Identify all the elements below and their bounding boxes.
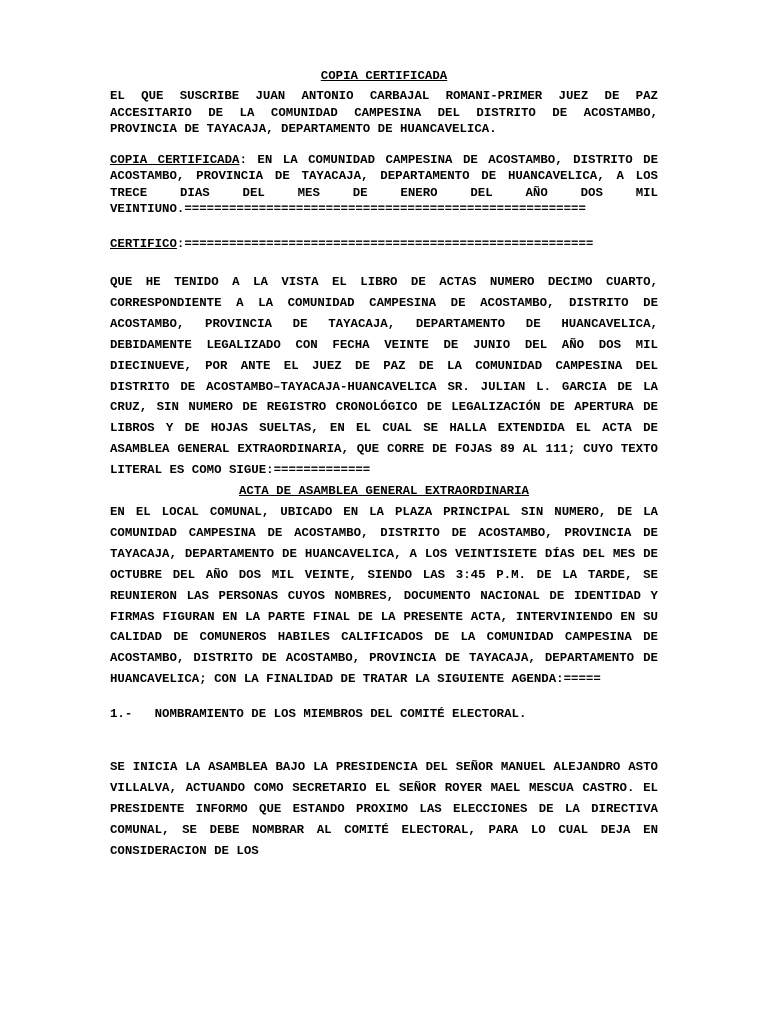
session-paragraph: SE INICIA LA ASAMBLEA BAJO LA PRESIDENCIA DEL SEÑOR MANUEL ALEJANDRO ASTO VILLALVA, ACTUANDO COMO SECRETARIO EL SEÑOR ROYER MAEL MESCUA CASTRO. EL PRESIDENTE INFORMO QUE ESTANDO PROXIMO LAS ELECCIONES DE LA DIRECTIVA COMUNAL, SE DEBE NOMBRAR AL COMITÉ ELECTORAL, PARA LO CUAL DEJA EN CONSIDERACION DE LOS bbox=[110, 760, 658, 858]
certifico-rule: :======================================================= bbox=[176, 236, 594, 251]
copia-certificada-label: COPIA CERTIFICADA bbox=[110, 152, 240, 167]
copia-certificada-text: : EN LA COMUNIDAD CAMPESINA DE ACOSTAMBO, DISTRITO DE ACOSTAMBO, PROVINCIA DE TAYACAJA, DEPARTAMENTO DE HUANCAVELICA, A LOS TRECE DIAS DEL MES DE ENERO DEL AÑO DOS MIL VEINTIUNO.====================================================== bbox=[110, 152, 658, 216]
certifico-label: CERTIFICO bbox=[110, 236, 177, 251]
document-title: COPIA CERTIFICADA bbox=[320, 69, 448, 83]
acta-paragraph: EN EL LOCAL COMUNAL, UBICADO EN LA PLAZA PRINCIPAL SIN NUMERO, DE LA COMUNIDAD CAMPESINA DE ACOSTAMBO, DISTRITO DE ACOSTAMBO, PROVINCIA DE TAYACAJA, DEPARTAMENTO DE HUANCAVELICA, A LOS VEINTISIETE DÍAS DEL MES DE OCTUBRE DEL AÑO DOS MIL VEINTE, SIENDO LAS 3:45 P.M. DE LA TARDE, SE REUNIERON LAS PERSONAS CUYOS NOMBRES, DOCUMENTO NACIONAL DE IDENTIDAD Y FIRMAS FIGURAN EN LA PARTE FINAL DE LA PRESENTE ACTA, INTERVINIENDO EN SU CALIDAD DE COMUNEROS HABILES CALIFICADOS DE LA COMUNIDAD CAMPESINA DE ACOSTAMBO, DISTRITO DE ACOSTAMBO, PROVINCIA DE TAYACAJA, DEPARTAMENTO DE HUANCAVELICA; CON LA FINALIDAD DE TRATAR LA SIGUIENTE AGENDA:===== bbox=[110, 504, 658, 687]
acta-title: ACTA DE ASAMBLEA GENERAL EXTRAORDINARIA bbox=[239, 484, 529, 499]
intro-paragraph: EL QUE SUSCRIBE JUAN ANTONIO CARBAJAL ROMANI-PRIMER JUEZ DE PAZ ACCESITARIO DE LA COMUNIDAD CAMPESINA DEL DISTRITO DE ACOSTAMBO, PROVINCIA DE TAYACAJA, DEPARTAMENTO DE HUANCAVELICA. bbox=[110, 89, 658, 136]
agenda-item: 1.- NOMBRAMIENTO DE LOS MIEMBROS DEL COMITÉ ELECTORAL. bbox=[110, 707, 527, 722]
copia-certificada-paragraph bbox=[110, 152, 658, 218]
certification-paragraph: QUE HE TENIDO A LA VISTA EL LIBRO DE ACTAS NUMERO DECIMO CUARTO, CORRESPONDIENTE A LA COMUNIDAD CAMPESINA DE ACOSTAMBO, DISTRITO DE ACOSTAMBO, PROVINCIA DE TAYACAJA, DEPARTAMENTO DE HUANCAVELICA, DEBIDAMENTE LEGALIZADO CON FECHA VEINTE DE JUNIO DEL AÑO DOS MIL DIECINUEVE, POR ANTE EL JUEZ DE PAZ DE LA COMUNIDAD CAMPESINA DEL DISTRITO DE ACOSTAMBO–TAYACAJA-HUANCAVELICA SR. JULIAN L. GARCIA DE LA CRUZ, SIN NUMERO DE REGISTRO CRONOLÓGICO DE LEGALIZACIÓN DE APERTURA DE LIBROS Y DE HOJAS SUELTAS, EN EL CUAL SE HALLA EXTENDIDA EL ACTA DE ASAMBLEA GENERAL EXTRAORDINARIA, QUE CORRE DE FOJAS 89 AL 111; CUYO TEXTO LITERAL ES COMO SIGUE:============= bbox=[110, 275, 658, 478]
document-page bbox=[110, 68, 658, 862]
certifico-heading bbox=[110, 236, 658, 253]
